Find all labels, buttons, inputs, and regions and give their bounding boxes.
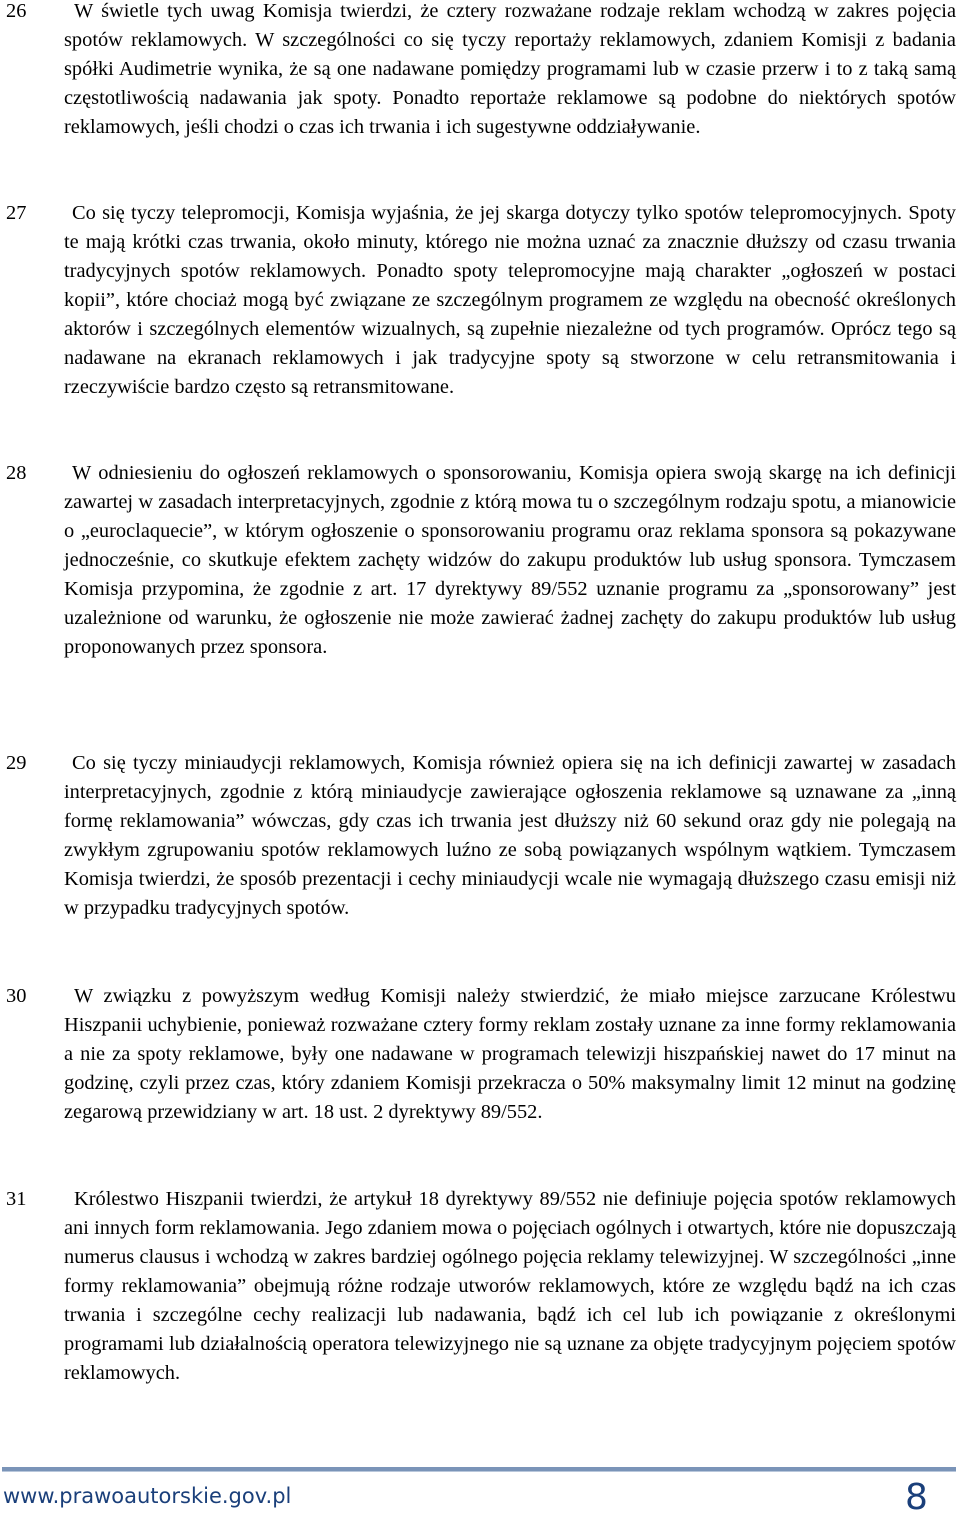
paragraph-26 <box>0 0 960 142</box>
footer-divider <box>2 1467 956 1472</box>
paragraph-number: 31 <box>6 1188 27 1210</box>
footer-website-link[interactable]: www.prawoautorskie.gov.pl <box>3 1484 292 1508</box>
paragraph-number: 27 <box>6 202 27 224</box>
paragraph-28 <box>0 459 960 662</box>
paragraph-27 <box>0 199 960 402</box>
paragraph-number: 29 <box>6 752 27 774</box>
paragraph-text: Królestwo Hiszpanii twierdzi, że artykuł 18 dyrektywy 89/552 nie definiuje pojęcia spotów reklamowych ani innych form reklamowania. Jego zdaniem mowa o pojęciach ogólnych i otwartych, które nie dopuszczają numerus clausus i wchodzą w zakres bardziej ogólnego pojęcia reklamy telewizyjnej. W szczególności „inne formy reklamowania” obejmują różne rodzaje utworów reklamowych, które ze względu bądź na ich czas trwania i szczególne cechy realizacji lub nadawania, bądź ich cel lub ich powiązanie z określonymi programami lub działalnością operatora telewizyjnego nie są uznane za objęte tradycyjnym pojęciem spotów reklamowych. <box>64 1188 956 1384</box>
paragraph-text: W związku z powyższym według Komisji należy stwierdzić, że miało miejsce zarzucane Królestwu Hiszpanii uchybienie, ponieważ rozważane cztery formy reklam zostały uznane za inne formy reklamowania a nie za spoty reklamowe, były one nadawane w programach telewizji hiszpańskiej nawet do 17 minut na godzinę, czyli przez czas, który zdaniem Komisji przekracza o 50% maksymalny limit 12 minut na godzinę zegarową przewidziany w art. 18 ust. 2 dyrektywy 89/552. <box>64 985 956 1123</box>
paragraph-29 <box>0 749 960 923</box>
paragraph-text: Co się tyczy miniaudycji reklamowych, Komisja również opiera się na ich definicji zawartej w zasadach interpretacyjnych, zgodnie z którą miniaudycje zawierające ogłoszenia reklamowe są uznawane za „inną formę reklamowania” wówczas, gdy czas ich trwania jest dłuższy niż 60 sekund oraz gdy nie polegają na zwykłym zgrupowaniu spotów reklamowych luźno ze sobą powiązanych wspólnym wątkiem. Tymczasem Komisja twierdzi, że sposób prezentacji i cechy miniaudycji wcale nie wymagają dłuższego czasu emisji niż w przypadku tradycyjnych spotów. <box>64 752 956 919</box>
paragraph-text: W odniesieniu do ogłoszeń reklamowych o sponsorowaniu, Komisja opiera swoją skargę na ich definicji zawartej w zasadach interpretacyjnych, zgodnie z którą mowa tu o szczególnym rodzaju spotu, a mianowicie o „euroclaquecie”, w którym ogłoszenie o sponsorowaniu programu oraz reklama sponsora są pokazywane jednocześnie, co skutkuje efektem zachęty widzów do zakupu produktów lub usług sponsora. Tymczasem Komisja przypomina, że zgodnie z art. 17 dyrektywy 89/552 uznanie programu za „sponsorowany” jest uzależnione od warunku, że ogłoszenie nie może zawierać żadnej zachęty do zakupu produktów lub usług proponowanych przez sponsora. <box>64 462 956 658</box>
paragraph-number: 28 <box>6 462 27 484</box>
paragraph-30 <box>0 982 960 1127</box>
paragraph-number: 30 <box>6 985 27 1007</box>
page-number: 8 <box>905 1477 928 1518</box>
paragraph-text: W świetle tych uwag Komisja twierdzi, że cztery rozważane rodzaje reklam wchodzą w zakres pojęcia spotów reklamowych. W szczególności co się tyczy reportaży reklamowych, zdaniem Komisji z badania spółki Audimetrie wynika, że są one nadawane pomiędzy programami lub w czasie przerw i to z taką samą częstotliwością nadawania jak spoty. Ponadto reportaże reklamowe są podobne do niektórych spotów reklamowych, jeśli chodzi o czas ich trwania i ich sugestywne oddziaływanie. <box>64 0 956 138</box>
paragraph-31 <box>0 1185 960 1388</box>
paragraph-text: Co się tyczy telepromocji, Komisja wyjaśnia, że jej skarga dotyczy tylko spotów telepromocyjnych. Spoty te mają krótki czas trwania, około minuty, którego nie można uznać za znacznie dłuższy od czasu trwania tradycyjnych spotów reklamowych. Ponadto spoty telepromocyjne mają charakter „ogłoszeń w postaci kopii”, które chociaż mogą być związane ze szczególnym programem ze względu na obecność określonych aktorów i szczególnych elementów wizualnych, są zupełnie niezależne od tych programów. Oprócz tego są nadawane na ekranach reklamowych i jak tradycyjne spoty są stworzone w celu retransmitowania i rzeczywiście bardzo często są retransmitowane. <box>64 202 956 398</box>
paragraph-number: 26 <box>6 0 27 22</box>
